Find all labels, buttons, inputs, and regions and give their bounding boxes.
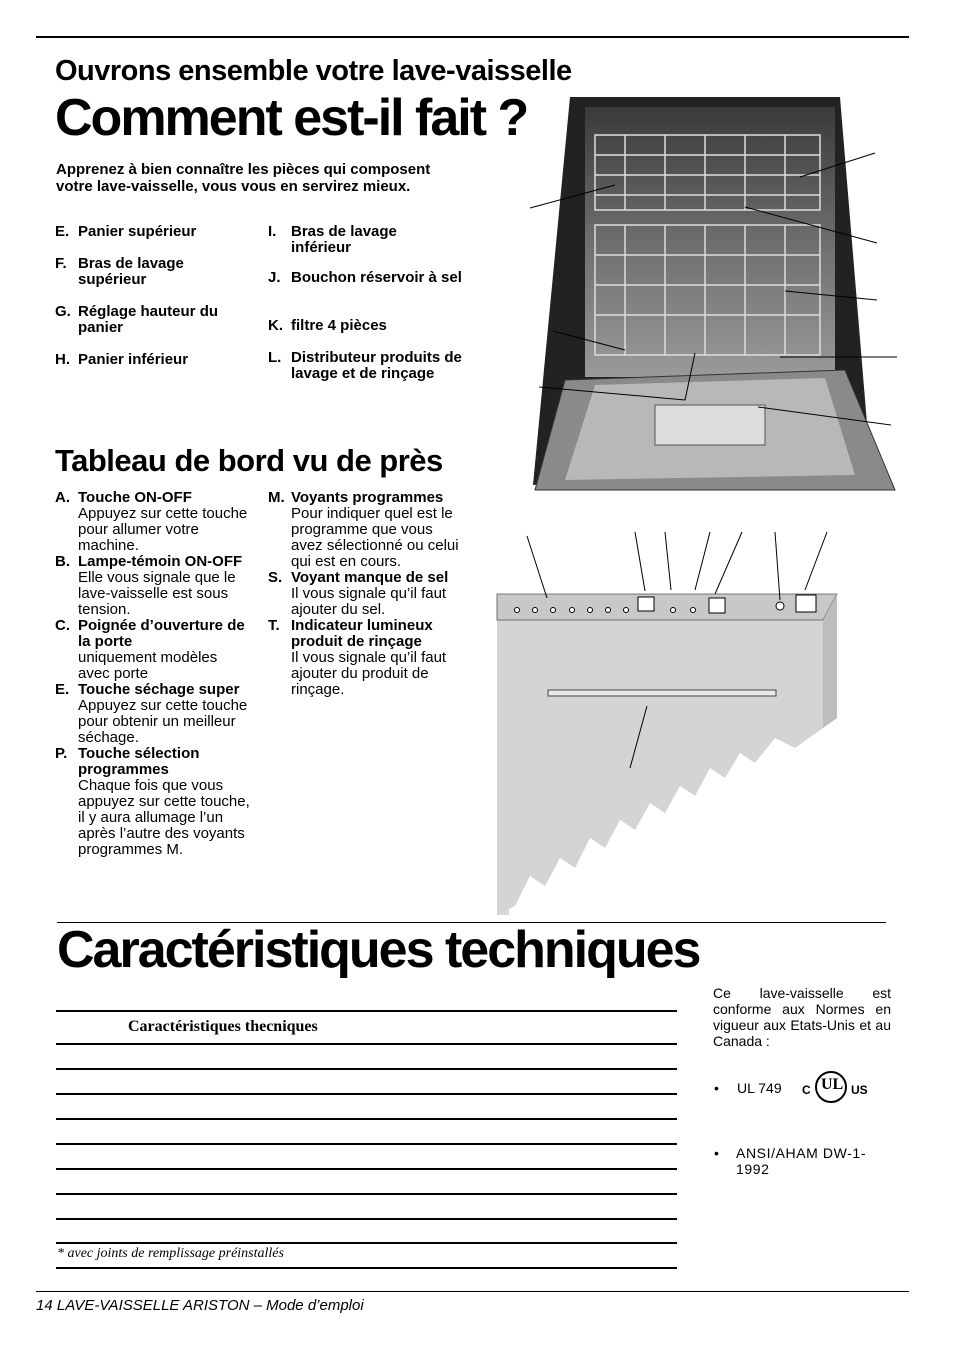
list-item: F. Bras de lavage supérieur — [55, 255, 184, 288]
table-rule — [56, 1242, 677, 1244]
table-rule — [56, 1218, 677, 1220]
table-rule — [56, 1143, 677, 1145]
list-item: E. Touche séchage super Appuyez sur cette touche pour obtenir un meilleur séchage. — [55, 681, 248, 746]
list-item: C. Poignée d’ouverture de la porte uniquement modèles avec porte — [55, 617, 245, 682]
list-item: K. filtre 4 pièces — [268, 317, 387, 334]
table-rule — [56, 1267, 677, 1269]
top-rule — [36, 36, 909, 38]
standard-item: • — [714, 1080, 719, 1096]
ul-certification-logo: C UL US — [802, 1068, 877, 1108]
list-item: A. Touche ON-OFF Appuyez sur cette touche pour allumer votre machine. — [55, 489, 248, 554]
list-item: T. Indicateur lumineux produit de rinçage Il vous signale qu’il faut ajouter du produit de rinçage. — [268, 617, 447, 698]
list-item: S. Voyant manque de sel Il vous signale qu’il faut ajouter du sel. — [268, 569, 449, 618]
table-rule — [56, 1010, 677, 1012]
standard-item-label: UL 749 — [737, 1080, 782, 1096]
controls-column-left — [55, 490, 250, 858]
footer-rule — [36, 1291, 909, 1292]
table-rule — [56, 1168, 677, 1170]
controls-column-right — [268, 490, 468, 698]
list-item: E. Panier supérieur — [55, 223, 197, 240]
list-item: L. Distributeur produits de lavage et de rinçage — [268, 349, 462, 382]
tech-section-title: Caractéristiques techniques — [57, 921, 700, 979]
list-item: M. Voyants programmes Pour indiquer quel est le programme que vous avez sélectionné ou celui qui est en cours. — [268, 489, 459, 570]
list-item: B. Lampe-témoin ON-OFF Elle vous signale que le lave-vaisselle est sous tension. — [55, 553, 243, 618]
page-title: Comment est-il fait ? — [55, 89, 528, 147]
intro-text: Apprenez à bien connaître les pièces qui composent votre lave-vaisselle, vous vous en servirez mieux. — [56, 161, 431, 195]
standard-item-label: ANSI/AHAM DW-1-1992 — [736, 1145, 867, 1177]
table-header: Caractéristiques thecniques — [128, 1018, 318, 1035]
page-footer — [36, 1297, 364, 1314]
table-rule — [56, 1043, 677, 1045]
standards-note: Ce lave-vaisselle est conforme aux Normes en vigueur aux Etats-Unis et au Canada : — [713, 985, 891, 1049]
table-rule — [56, 1193, 677, 1195]
table-rule — [56, 1093, 677, 1095]
table-rule — [56, 1118, 677, 1120]
list-item: I. Bras de lavage inférieur — [268, 223, 397, 256]
footer-text: LAVE-VAISSELLE ARISTON – Mode d’emploi — [56, 1297, 364, 1314]
standard-item: • — [714, 1145, 719, 1161]
dishwasher-illustration — [525, 95, 900, 495]
control-panel-illustration — [495, 528, 840, 915]
page-number: 14 — [36, 1297, 53, 1314]
table-rule — [56, 1068, 677, 1070]
list-item: P. Touche sélection programmes Chaque fois que vous appuyez sur cette touche, il y aura allumage l’un après l’autre des voyants programmes M. — [55, 745, 250, 858]
section-subtitle: Ouvrons ensemble votre lave-vaisselle — [55, 55, 572, 87]
list-item: G. Réglage hauteur du panier — [55, 303, 219, 336]
list-item: J. Bouchon réservoir à sel — [268, 269, 462, 286]
list-item: H. Panier inférieur — [55, 351, 189, 368]
table-footnote: * avec joints de remplissage préinstallés — [57, 1246, 284, 1261]
panel-section-title: Tableau de bord vu de près — [55, 443, 443, 478]
